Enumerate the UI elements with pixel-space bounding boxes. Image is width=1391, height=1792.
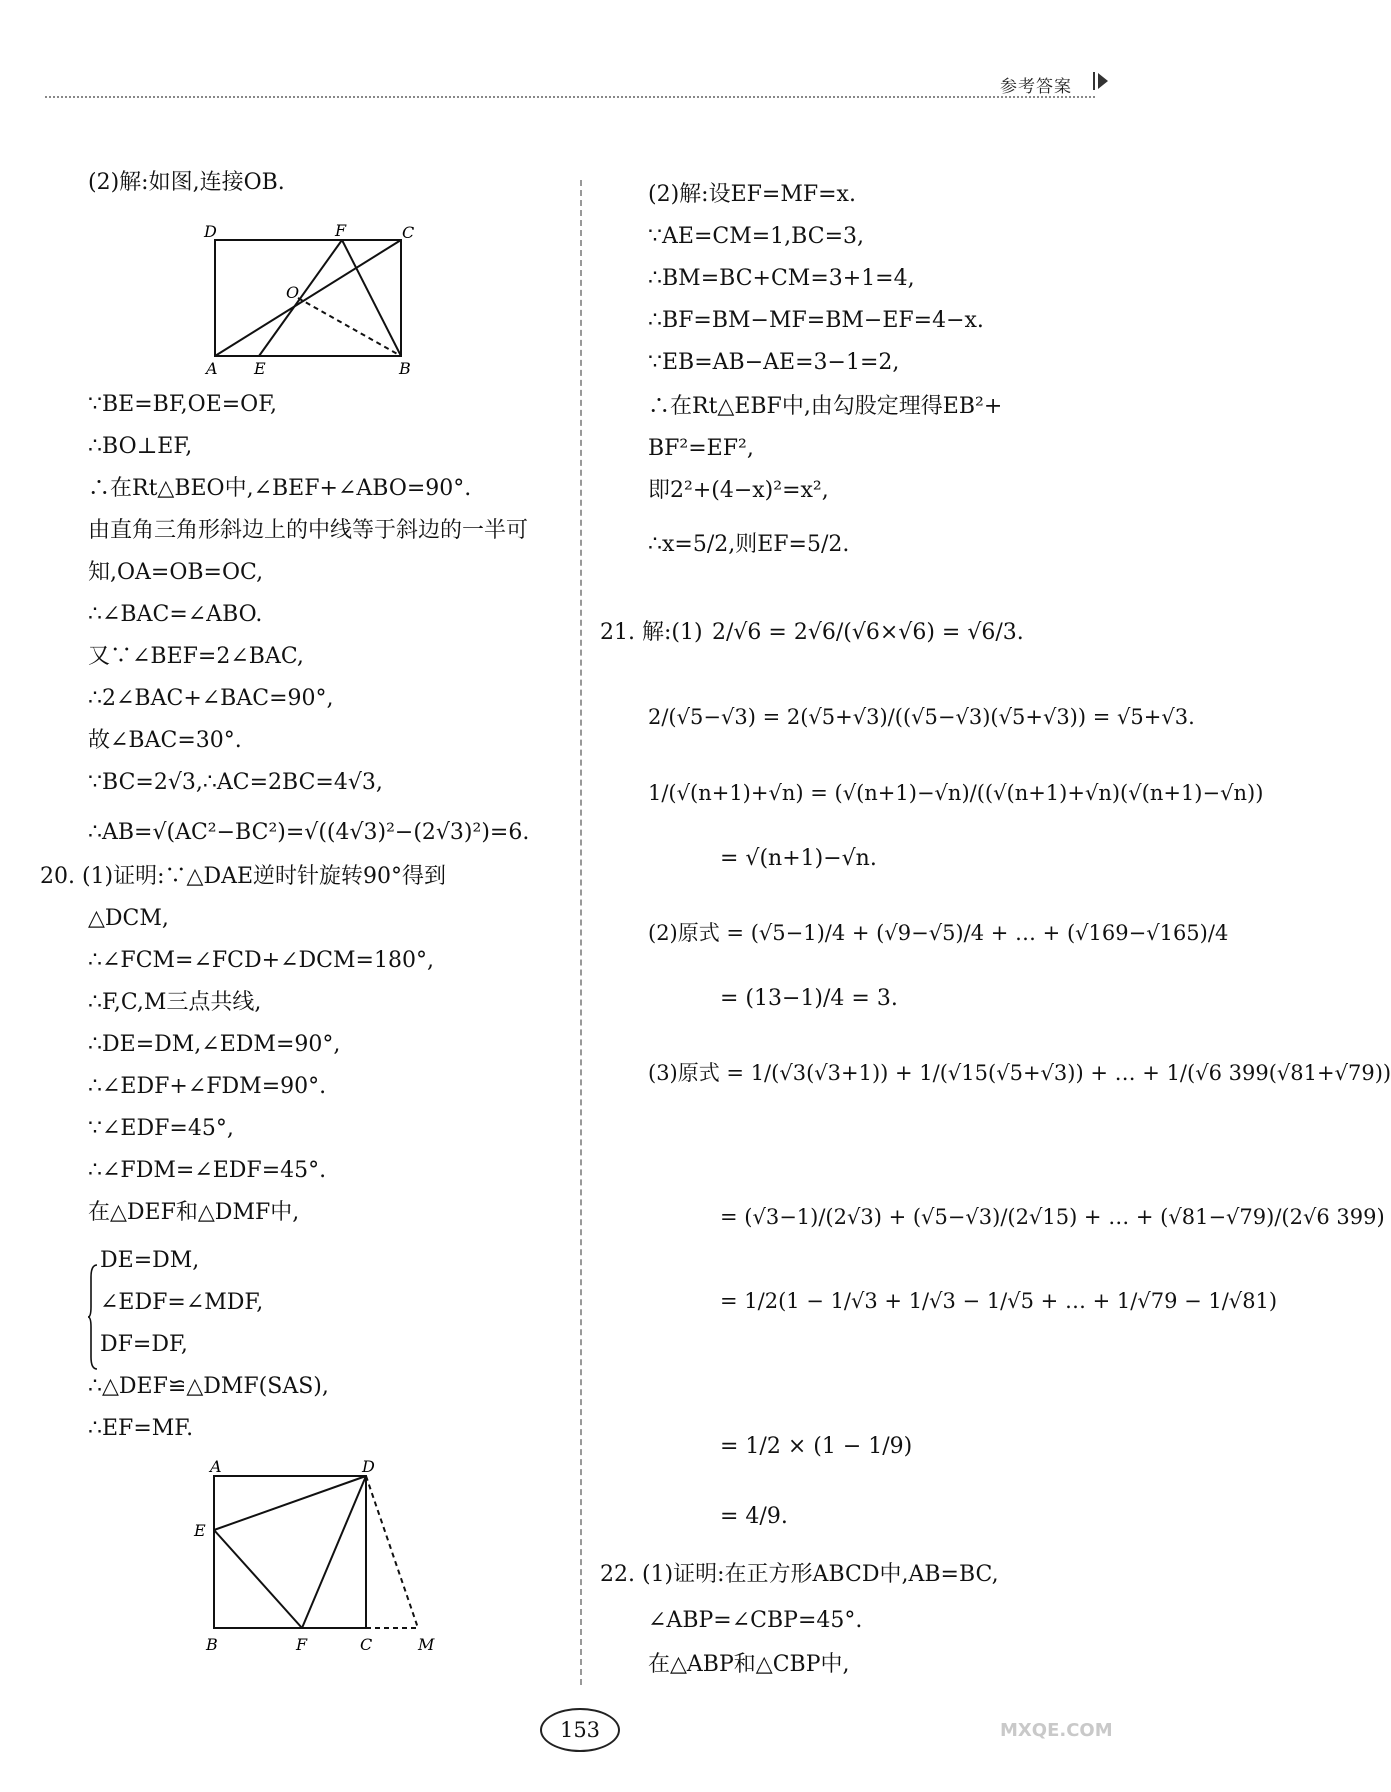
math-line: = 1/2(1 − 1/√3 + 1/√3 − 1/√5 + … + 1/√79 − 1/√81) xyxy=(720,1289,1278,1313)
text-line: ∴x=5/2,则EF=5/2. xyxy=(648,532,850,557)
text-line: 知,OA=OB=OC, xyxy=(88,560,264,585)
text-line: ∵EB=AB−AE=3−1=2, xyxy=(648,350,900,375)
text-line: 又∵∠BEF=2∠BAC, xyxy=(88,644,304,669)
figure-rectangle-abcd xyxy=(195,222,425,377)
label-b: B xyxy=(399,359,411,378)
page-number: 153 xyxy=(540,1708,620,1752)
text-line: ∴△DEF≌△DMF(SAS), xyxy=(88,1374,329,1399)
text-line: ∴∠BAC=∠ABO. xyxy=(88,602,263,627)
math-line: = 1/2 × (1 − 1/9) xyxy=(720,1434,913,1459)
q20-part2-heading: (2)解:设EF=MF=x. xyxy=(648,182,856,207)
math-line: = (√3−1)/(2√3) + (√5−√3)/(2√15) + … + (√81−√79)/(2√6 399) xyxy=(720,1205,1385,1229)
text-line: ∴F,C,M三点共线, xyxy=(88,990,262,1015)
text-line: 在△DEF和△DMF中, xyxy=(88,1200,300,1225)
text-line: ∴BM=BC+CM=3+1=4, xyxy=(648,266,915,291)
math-line: = 4/9. xyxy=(720,1504,788,1529)
text-line: 故∠BAC=30°. xyxy=(88,728,242,753)
text-line: ∵BC=2√3,∴AC=2BC=4√3, xyxy=(88,770,383,795)
text-line: ∴AB=√(AC²−BC²)=√((4√3)²−(2√3)²)=6. xyxy=(88,820,530,845)
text-line: 由直角三角形斜边上的中线等于斜边的一半可 xyxy=(88,518,529,543)
text-line: ∴∠EDF+∠FDM=90°. xyxy=(88,1074,327,1099)
math-line: 1/(√(n+1)+√n) = (√(n+1)−√n)/((√(n+1)+√n)(√(n+1)−√n)) xyxy=(648,781,1264,805)
q20-heading: 20. (1)证明:∵△DAE逆时针旋转90°得到 xyxy=(40,864,447,889)
text-line: ∠EDF=∠MDF, xyxy=(100,1290,264,1315)
label-d: D xyxy=(204,222,217,241)
text-line: ∴∠FDM=∠EDF=45°. xyxy=(88,1158,327,1183)
figure-square-abcd xyxy=(188,1458,438,1658)
label-f: F xyxy=(335,221,347,240)
label-b: B xyxy=(206,1635,218,1654)
label-a: A xyxy=(210,1457,222,1476)
text-line: ∴在Rt△EBF中,由勾股定理得EB²+ xyxy=(648,394,1003,419)
column-divider xyxy=(580,180,582,1685)
header-rule xyxy=(45,96,1095,98)
text-line: DE=DM, xyxy=(100,1248,200,1273)
q19-part2-heading: (2)解:如图,连接OB. xyxy=(88,170,285,195)
text-line: BF²=EF², xyxy=(648,436,754,461)
text-line: ∵BE=BF,OE=OF, xyxy=(88,392,278,417)
label-f: F xyxy=(296,1635,308,1654)
label-o: O xyxy=(286,283,300,302)
math-line: 2/√6 = 2√6/(√6×√6) = √6/3. xyxy=(712,620,1024,645)
label-d: D xyxy=(362,1457,375,1476)
text-line: ∴2∠BAC+∠BAC=90°, xyxy=(88,686,334,711)
label-c: C xyxy=(360,1635,373,1654)
q22-heading: 22. (1)证明:在正方形ABCD中,AB=BC, xyxy=(600,1562,999,1587)
math-line: = (13−1)/4 = 3. xyxy=(720,986,898,1011)
math-line: (2)原式 = (√5−1)/4 + (√9−√5)/4 + … + (√169−√165)/4 xyxy=(648,921,1229,945)
text-line: 即2²+(4−x)²=x², xyxy=(648,478,829,503)
label-c: C xyxy=(402,223,415,242)
text-line: ∴BF=BM−MF=BM−EF=4−x. xyxy=(648,308,984,333)
header-label: 参考答案 xyxy=(1000,77,1072,97)
math-line: 2/(√5−√3) = 2(√5+√3)/((√5−√3)(√5+√3)) = √5+√3. xyxy=(648,705,1195,729)
q21-lead: 21. 解:(1) xyxy=(600,620,703,645)
brace-icon xyxy=(88,1263,98,1371)
text-line: ∴∠FCM=∠FCD+∠DCM=180°, xyxy=(88,948,434,973)
label-a: A xyxy=(206,359,218,378)
text-line: 在△ABP和△CBP中, xyxy=(648,1652,850,1677)
text-line: ∵AE=CM=1,BC=3, xyxy=(648,224,864,249)
watermark: MXQE.COM xyxy=(1000,1720,1113,1741)
text-line: △DCM, xyxy=(88,906,169,931)
label-e: E xyxy=(254,359,266,378)
math-line: (3)原式 = 1/(√3(√3+1)) + 1/(√15(√5+√3)) + … + 1/(√6 399(√81+√79)) xyxy=(648,1061,1391,1085)
text-line: ∴EF=MF. xyxy=(88,1416,194,1441)
text-line: ∠ABP=∠CBP=45°. xyxy=(648,1608,863,1633)
text-line: ∴DE=DM,∠EDM=90°, xyxy=(88,1032,341,1057)
text-line: ∴BO⊥EF, xyxy=(88,434,193,459)
label-e: E xyxy=(194,1521,206,1540)
label-m: M xyxy=(418,1635,435,1654)
text-line: DF=DF, xyxy=(100,1332,188,1357)
text-line: ∵∠EDF=45°, xyxy=(88,1116,234,1141)
math-line: = √(n+1)−√n. xyxy=(720,846,877,871)
text-line: ∴在Rt△BEO中,∠BEF+∠ABO=90°. xyxy=(88,476,472,501)
chevron-right-icon xyxy=(1092,70,1116,92)
